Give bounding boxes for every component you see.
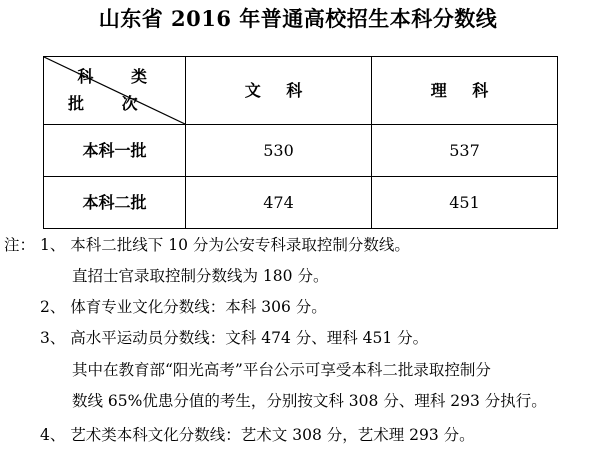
header-wenke: 文 科: [186, 57, 372, 125]
notes-prefix: 注：: [4, 236, 36, 254]
note-item: 3、 高水平运动员分数线：文科 474 分、理科 451 分。: [40, 329, 429, 347]
note-continuation: 其中在教育部“阳光高考”平台公示可享受本科二批录取控制分: [72, 361, 491, 379]
table-row: [44, 125, 558, 177]
header-like: 理 科: [372, 57, 558, 125]
score-cell: 537: [372, 125, 558, 177]
table-row: [44, 177, 558, 229]
note-item: 2、 体育专业文化分数线：本科 306 分。: [40, 298, 327, 316]
header-batch-label: 批 次: [68, 94, 154, 113]
table-header-row: [44, 57, 558, 125]
score-cell: 474: [186, 177, 372, 229]
note-item: 4、 艺术类本科文化分数线：艺术文 308 分，艺术理 293 分。: [40, 426, 475, 444]
note-item: 1、 本科二批线下 10 分为公安专科录取控制分数线。: [40, 236, 410, 254]
note-continuation: 数线 65%优患分值的考生，分别按文科 308 分、理科 293 分执行。: [72, 392, 547, 410]
note-continuation: 直招士官录取控制分数线为 180 分。: [72, 267, 329, 285]
score-cell: 451: [372, 177, 558, 229]
row-label: 本科一批: [44, 125, 186, 177]
score-cell: 530: [186, 125, 372, 177]
header-category-label: 科 类: [77, 67, 163, 86]
row-label: 本科二批: [44, 177, 186, 229]
score-table: [43, 56, 558, 229]
page-title: 山东省 2016 年普通高校招生本科分数线: [98, 6, 498, 31]
diagonal-header-cell: [44, 57, 186, 125]
